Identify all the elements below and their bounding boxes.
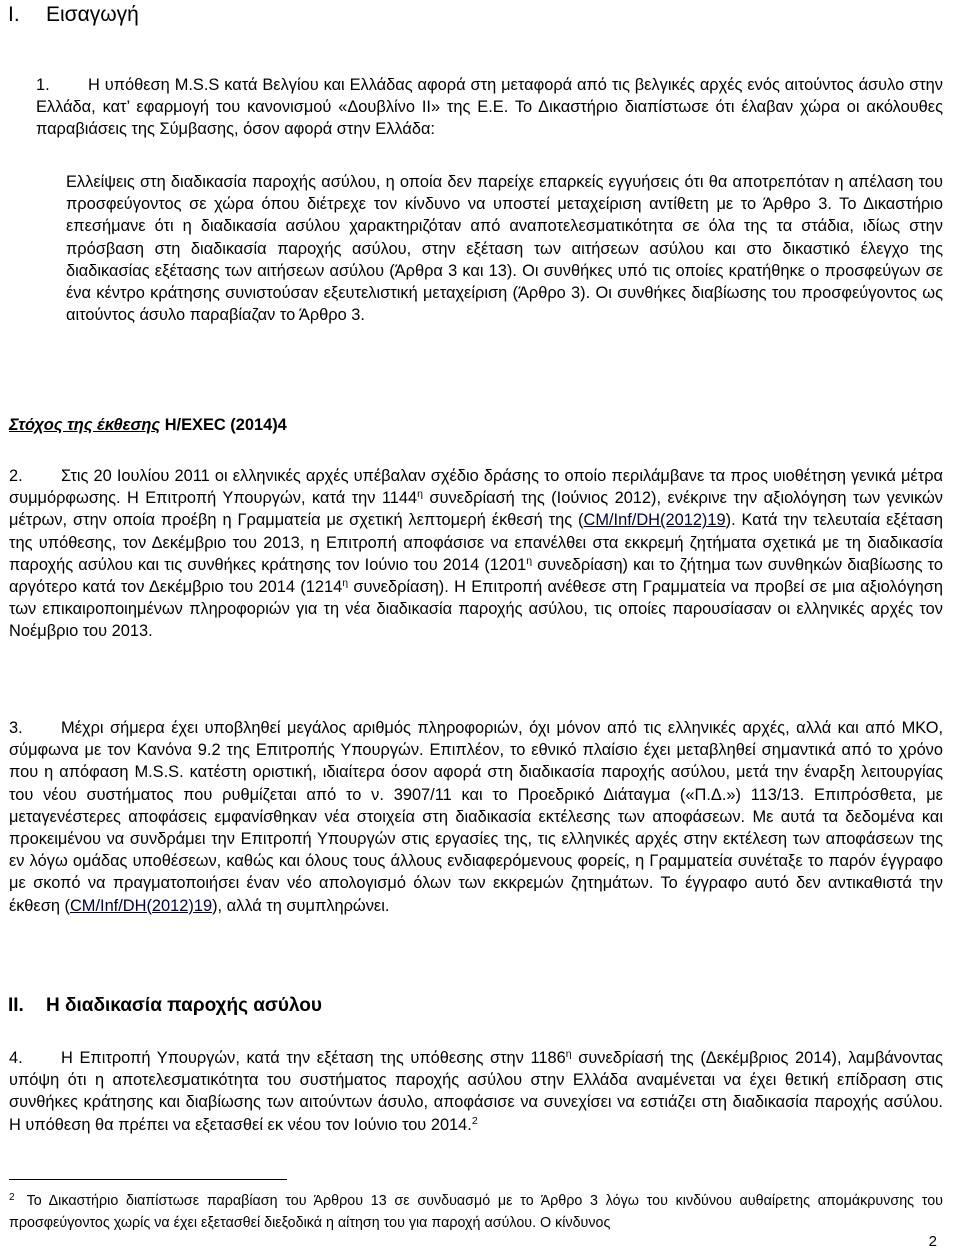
paragraph-number: 3. bbox=[9, 719, 23, 737]
target-label: Στόχος της έκθεσης bbox=[9, 416, 161, 434]
paragraph-text: Στις 20 Ιουλίου 2011 οι ελληνικές αρχές υπέβαλαν σχέδιο δράσης το οποίο περιλάμβανε τα προς υιοθέτηση γενικά μέτρα συμμόρφωσης. Η Επιτροπή Υπουργών, κατά την 1144 bbox=[9, 467, 943, 508]
paragraph-text: συνεδρίασή της (Ιούνιος 2012), ενέκρινε την αξιολόγηση των γενικών μέτρων, στην οποία προέβη η Γραμματεία με σχετική λεπτομερή έκθεσή της ( bbox=[9, 489, 943, 530]
paragraph-number: 1. bbox=[36, 76, 50, 94]
violations-paragraph bbox=[66, 171, 943, 326]
paragraph-4 bbox=[9, 1047, 943, 1136]
paragraph-3 bbox=[9, 717, 943, 917]
paragraph-2 bbox=[9, 465, 943, 643]
footnote-reference[interactable]: 2 bbox=[471, 1114, 478, 1127]
ordinal-superscript: η bbox=[565, 1048, 572, 1060]
document-link[interactable]: CM/Inf/DH(2012)19 bbox=[69, 896, 213, 915]
target-code: H/EXEC (2014)4 bbox=[164, 416, 287, 434]
footnote bbox=[9, 1190, 943, 1235]
paragraph-text: Η Επιτροπή Υπουργών, κατά την εξέταση της υπόθεσης στην 1186 bbox=[61, 1049, 566, 1067]
paragraph-text: ). Κατά την τελευταία εξέταση της υπόθεσης, τον Δεκέμβριο του 2013, η Επιτροπή αποφάσισε να επανέλθει στα εκκρεμή ζητήματα σχετικά με τη διαδικασία παροχής ασύλου και τις συνθήκες κράτησης τον Ιούνιο του 2014 (1201 bbox=[9, 511, 943, 574]
paragraph-text: συνεδρίαση). Η Επιτροπή ανέθεσε στη Γραμματεία να προβεί σε μια αξιολόγηση των επικαιροποιημένων πληροφοριών για τη νέα διαδικασία παροχής ασύλου, τις οποίες παρουσίασαν οι ελληνικές αρχές τον Νοέμβριο του 2013. bbox=[9, 578, 943, 641]
ordinal-superscript: η bbox=[526, 554, 533, 567]
page-number: 2 bbox=[928, 1233, 937, 1250]
section-heading-introduction bbox=[8, 2, 139, 28]
ordinal-superscript: η bbox=[417, 488, 423, 501]
section-number: I. bbox=[8, 3, 20, 26]
document-link[interactable]: CM/Inf/DH(2012)19 bbox=[583, 511, 726, 530]
paragraph-text: Η υπόθεση M.S.S κατά Βελγίου και Ελλάδας αφορά στη μεταφορά από τις βελγικές αρχές ενός αιτούντος άσυλο στην Ελλάδα, κατ’ εφαρμογή του κανονισμού «Δουβλίνο ΙΙ» της Ε.Ε. Το Δικαστήριο διαπίστωσε ότι έλαβαν χώρα οι ακόλουθες παραβιάσεις της Σύμβασης, όσον αφορά στην Ελλάδα: bbox=[36, 76, 943, 139]
footnote-divider bbox=[9, 1179, 287, 1180]
paragraph-text: ), αλλά τη συμπληρώνει. bbox=[212, 896, 390, 915]
ordinal-superscript: η bbox=[342, 577, 349, 590]
paragraph-text: Μέχρι σήμερα έχει υποβληθεί μεγάλος αριθμός πληροφοριών, όχι μόνον από τις ελληνικές αρχές, αλλά και από ΜΚΟ, σύμφωνα με τον Κανόνα 9.2 της Επιτροπής Υπουργών. Επιπλέον, το εθνικό πλαίσιο έχει μεταβληθεί σημαντικά από το χρόνο που η απόφαση M.S.S. κατέστη οριστική, ιδιαίτερα όσον αφορά στη διαδικασία παροχής ασύλου, μετά την έναρξη λειτουργίας του νέου συστήματος που ρυθμίζεται από το ν. 3907/11 και το Προεδρικό Διάταγμα («Π.Δ.») 113/13. Επιπρόσθετα, με μεταγενέστερες αποφάσεις εμφανίσθηκαν νέα στοιχεία στη διαδικασία εκτέλεσης των αποφάσεων. Με αυτά τα δεδομένα και προκειμένου να συνδράμει την Επιτροπή Υπουργών στις εργασίες της, τις ελληνικές αρχές στην εκτέλεση των αποφάσεων της εν λόγω ομάδας υποθέσεων, καθώς και όλους τους άλλους ενδιαφερόμενους φορείς, η Γραμματεία συνέταξε το παρόν έγγραφο με σκοπό να πραγματοποιήσει έναν νέο απολογισμό όλων των εκκρεμών ζητημάτων. Το έγγραφο αυτό δεν αντικαθιστά την έκθεση ( bbox=[9, 719, 943, 915]
section-title: Εισαγωγή bbox=[46, 3, 139, 26]
paragraph-text: συνεδρίασή της (Δεκέμβριος 2014), λαμβάνοντας υπόψη ότι η αποτελεσματικότητα του συστήματος παροχής ασύλου στην Ελλάδα αναμένεται να έχει θετική επίδραση στις συνθήκες κράτησης και διαβίωσης των αιτούντων άσυλο, αποφάσισε να συνεχίσει να εστιάζει στη διαδικασία παροχής ασύλου. Η υπόθεση θα πρέπει να εξετασθεί εκ νέου τον Ιούνιο του 2014. bbox=[9, 1049, 944, 1134]
section-number: II. bbox=[8, 995, 24, 1016]
section-title: Η διαδικασία παροχής ασύλου bbox=[46, 995, 322, 1016]
report-target-title bbox=[9, 414, 287, 436]
paragraph-number: 4. bbox=[9, 1049, 23, 1067]
paragraph-number: 2. bbox=[9, 467, 23, 485]
paragraph-text: Ελλείψεις στη διαδικασία παροχής ασύλου, η οποία δεν παρείχε επαρκείς εγγυήσεις ότι θα αποτρεπόταν η απέλαση του προσφεύγοντος σε χώρα όπου διέτρεχε τον κίνδυνο να υποστεί μεταχείριση αντίθετη με το Άρθρο 3. Το Δικαστήριο επεσήμανε ότι η διαδικασία ασύλου χαρακτηριζόταν από αναποτελεσματικότητα σε όλα της τα στάδια, ιδίως στην πρόσβαση στη διαδικασία παροχής ασύλου, στην εξέταση των αιτήσεων ασύλου και στο δικαστικό έλεγχο της διαδικασίας εξέτασης των αιτήσεων ασύλου (Άρθρα 3 και 13). Οι συνθήκες υπό τις οποίες κρατήθηκε ο προσφεύγων σε ένα κέντρο κράτησης συνιστούσαν εξευτελιστική μεταχείριση (Άρθρο 3). Οι συνθήκες διαβίωσης του προσφεύγοντος ως αιτούντος άσυλο παραβίαζαν το Άρθρο 3. bbox=[66, 173, 943, 325]
paragraph-text: συνεδρίαση) και το ζήτημα των συνθηκών διαβίωσης το αργότερο κατά τον Δεκέμβριο του 2014 (1214 bbox=[9, 555, 943, 597]
paragraph-1 bbox=[36, 74, 943, 141]
footnote-marker: 2 bbox=[9, 1192, 15, 1203]
footnote-text: Το Δικαστήριο διαπίστωσε παραβίαση του Άρθρου 13 σε συνδυασμό με το Άρθρο 3 λόγω του κινδύνου αυθαίρετης απομάκρυνσης του προσφεύγοντος χωρίς να έχει εξετασθεί διεξοδικά η αίτηση του για παροχή ασύλου. Ο κίνδυνος bbox=[9, 1193, 943, 1232]
section-heading-asylum-procedure bbox=[8, 993, 322, 1019]
